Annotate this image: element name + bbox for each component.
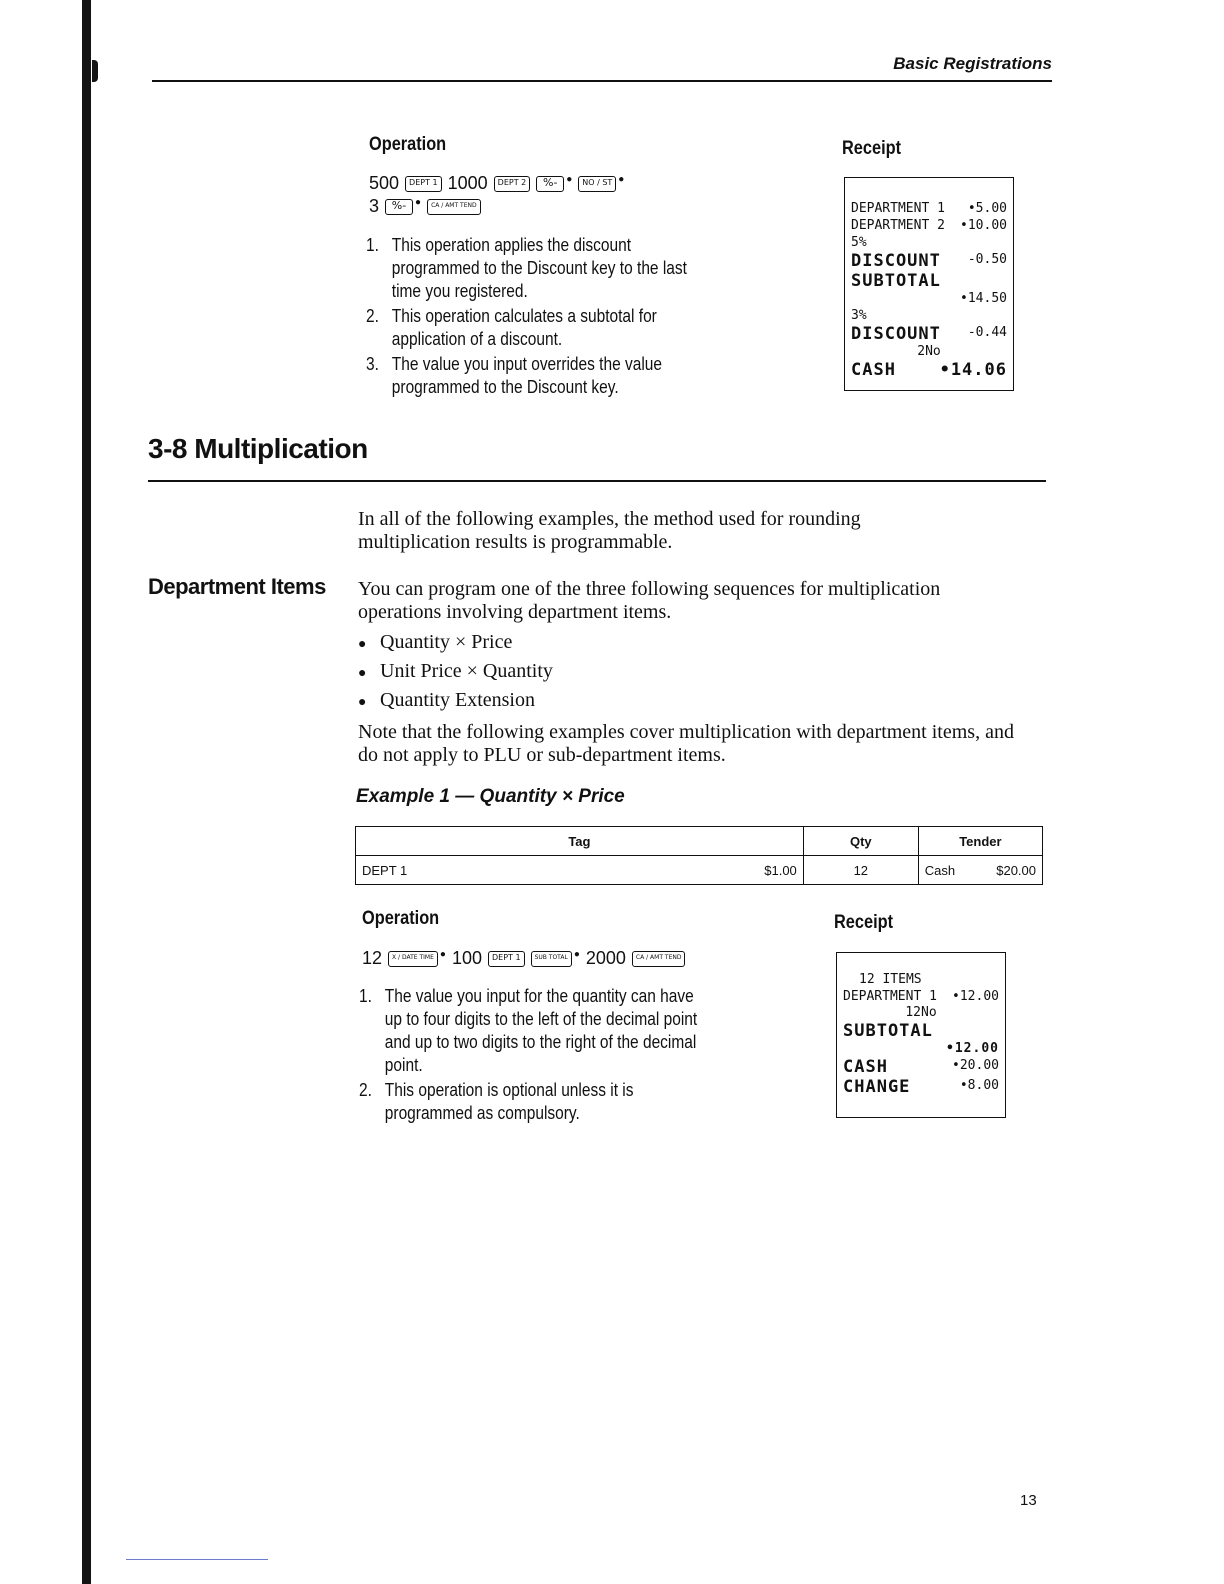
receipt-label: Receipt — [834, 912, 894, 933]
operation-label: Operation — [362, 908, 440, 929]
qty-cell: 12 — [803, 856, 918, 885]
key-sequence-line-2 — [369, 196, 481, 217]
list-item: 2. This operation calculates a subtotal for application of a discount. — [366, 306, 657, 349]
example-title: Example 1 — Quantity × Price — [356, 786, 625, 807]
section-rule — [148, 480, 1046, 482]
cash-tend-key-icon: CA / AMT TEND — [632, 951, 686, 967]
seq-number: 100 — [451, 948, 482, 968]
discount-key-icon: %- — [385, 199, 413, 215]
receipt-line: DISCOUNT -0.44 — [851, 324, 1007, 344]
operation-label: Operation — [369, 134, 447, 155]
bullet-dot-icon: ● — [415, 197, 422, 208]
header-rule — [152, 80, 1052, 82]
list-item: 1. The value you input for the quantity can have up to four digits to the left of the decimal point and up to two digits to the right of the decimal point. — [359, 986, 698, 1075]
department-items-heading: Department Items — [148, 574, 326, 599]
bullet-dot-icon: ● — [618, 174, 625, 185]
list-item: 3. The value you input overrides the value programmed to the Discount key. — [366, 354, 663, 397]
tender-type-cell: Cash — [918, 856, 974, 885]
example-table — [355, 826, 1043, 885]
table-row — [356, 856, 1043, 885]
dept-1-key-icon: DEPT 1 — [488, 951, 525, 967]
list-item: ● Quantity Extension — [358, 689, 553, 714]
section-title: 3-8 Multiplication — [148, 433, 368, 464]
receipt-line: •14.50 — [960, 291, 1007, 306]
seq-number: 500 — [369, 173, 400, 193]
column-header-tender: Tender — [918, 827, 1042, 856]
tag-item-cell: DEPT 1 — [356, 856, 608, 885]
receipt-line: 12No — [905, 1005, 937, 1020]
bullet-dot-icon: ● — [573, 949, 580, 960]
receipt-line: •12.00 — [946, 1041, 999, 1056]
receipt-line: DISCOUNT -0.50 — [851, 251, 1007, 271]
key-sequence-line-1 — [369, 173, 624, 194]
seq-number: 2000 — [585, 948, 626, 968]
column-header-qty: Qty — [803, 827, 918, 856]
running-header: Basic Registrations — [893, 54, 1052, 73]
receipt-line: SUBTOTAL — [843, 1021, 933, 1041]
no-sale-key-icon: NO / ST — [578, 176, 616, 192]
receipt-line: CASH •20.00 — [843, 1057, 999, 1077]
footer-rule — [126, 1559, 268, 1560]
list-item: ● Quantity × Price — [358, 631, 553, 656]
receipt-line: 2No — [917, 344, 941, 359]
dept-paragraph: You can program one of the three following sequences for multiplication operations involving department items. — [358, 578, 941, 623]
discount-key-icon: %- — [536, 176, 564, 192]
binding-notch — [92, 60, 98, 82]
receipt-line: SUBTOTAL — [851, 271, 941, 291]
note-paragraph: Note that the following examples cover multiplication with department items, and do not apply to PLU or sub-department items. — [358, 721, 1014, 766]
list-item: 1. This operation applies the discount programmed to the Discount key to the last time you registered. — [366, 235, 687, 301]
dept-2-key-icon: DEPT 2 — [494, 176, 531, 192]
intro-paragraph: In all of the following examples, the method used for rounding multiplication results is programmable. — [358, 508, 861, 553]
receipt-slip — [844, 177, 1014, 391]
receipt-line: DEPARTMENT 1 •5.00 — [851, 201, 1007, 216]
receipt-line: CHANGE •8.00 — [843, 1077, 999, 1097]
binding-edge — [82, 0, 91, 1584]
receipt-line: DEPARTMENT 1 •12.00 — [843, 989, 999, 1004]
bullet-dot-icon: ● — [439, 949, 446, 960]
receipt-line: CASH •14.06 — [851, 360, 1007, 380]
bullet-icon: ● — [358, 637, 367, 652]
column-header-tag: Tag — [356, 827, 804, 856]
bullet-icon: ● — [358, 695, 367, 710]
receipt-line: 12 ITEMS — [859, 972, 922, 987]
subtotal-key-icon: SUB TOTAL — [531, 951, 572, 967]
operation-notes — [366, 234, 693, 401]
list-item: 2. This operation is optional unless it is programmed as compulsory. — [359, 1080, 634, 1123]
cash-tend-key-icon: CA / AMT TEND — [427, 199, 481, 215]
receipt-slip — [836, 952, 1006, 1118]
seq-number: 1000 — [447, 173, 488, 193]
key-sequence — [362, 948, 685, 969]
receipt-line: 5% — [851, 235, 867, 250]
page-number: 13 — [1020, 1492, 1037, 1509]
seq-number: 3 — [369, 196, 380, 216]
bullet-dot-icon: ● — [566, 174, 573, 185]
dept-1-key-icon: DEPT 1 — [405, 176, 442, 192]
receipt-line: DEPARTMENT 2 •10.00 — [851, 218, 1007, 233]
tender-amount-cell: $20.00 — [974, 856, 1042, 885]
receipt-label: Receipt — [842, 138, 902, 159]
operation-notes — [359, 985, 703, 1127]
table-header-row — [356, 827, 1043, 856]
multiply-date-time-key-icon: X / DATE TIME — [388, 951, 438, 967]
sequence-list — [358, 631, 553, 718]
receipt-line: 3% — [851, 308, 867, 323]
bullet-icon: ● — [358, 666, 367, 681]
list-item: ● Unit Price × Quantity — [358, 660, 553, 685]
tag-price-cell: $1.00 — [607, 856, 803, 885]
seq-number: 12 — [362, 948, 383, 968]
